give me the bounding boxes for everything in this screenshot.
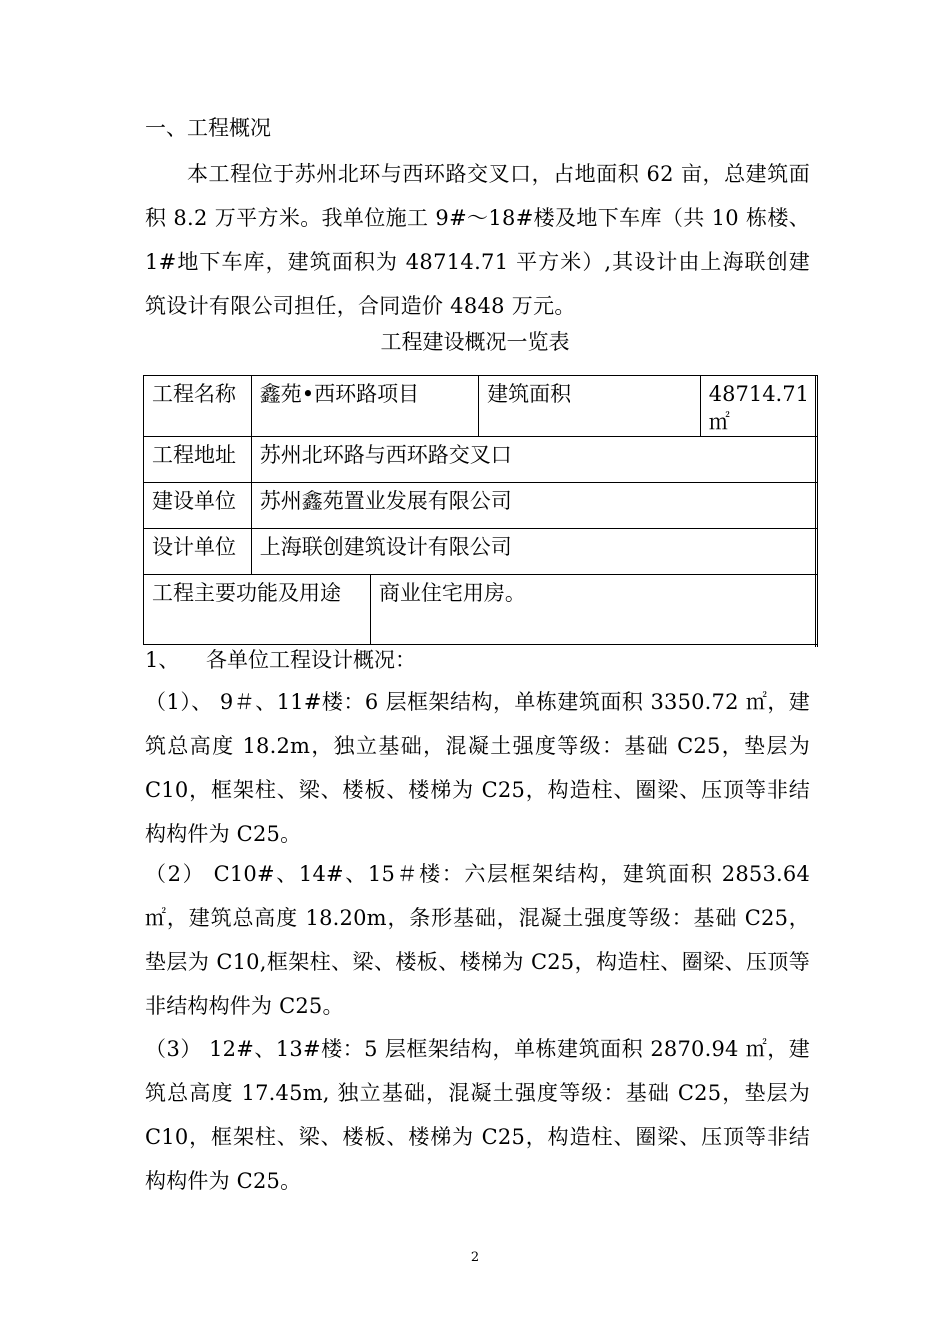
cell-project-address-label: 工程地址 (144, 437, 252, 483)
building-area-label: 建筑面积 (487, 382, 572, 406)
intro-paragraph: 本工程位于苏州北环与西环路交叉口，占地面积 62 亩，总建筑面积 8.2 万平方米。我单位施工 9#～18#楼及地下车库（共 10 栋楼、1#地下车库，建筑面积为 48714.71 平方米）,其设计由上海联创建筑设计有限公司担任，合同造价 4848 万元。 (145, 162, 810, 318)
table-row (144, 437, 818, 483)
unit-paragraph-3: （3） 12#、13#楼：5 层框架结构，单栋建筑面积 2870.94 ㎡，建筑总高度 17.45m, 独立基础，混凝土强度等级：基础 C25，垫层为 C10，框架柱、梁、楼板、楼梯为 C25，构造柱、圈梁、压顶等非结构构件为 C25。 (145, 1037, 810, 1193)
project-overview-table (143, 375, 818, 645)
cell-building-area-label (479, 376, 701, 437)
cell-designer-value: 上海联创建筑设计有限公司 (251, 529, 817, 575)
cell-building-area-value: 48714.71 ㎡ (700, 376, 817, 437)
subsection-title: 1、 各单位工程设计概况： (145, 648, 417, 672)
table-row (144, 529, 818, 575)
unit-paragraph-1: （1）、 9＃、11#楼：6 层框架结构，单栋建筑面积 3350.72 ㎡，建筑总高度 18.2m，独立基础，混凝土强度等级：基础 C25，垫层为 C10，框架柱、梁、楼板、楼梯为 C25，构造柱、圈梁、压顶等非结构构件为 C25。 (145, 690, 810, 846)
cell-project-address-value: 苏州北环路与西环路交叉口 (251, 437, 817, 483)
table-row (144, 376, 818, 437)
cell-designer-label: 设计单位 (144, 529, 252, 575)
cell-developer-value: 苏州鑫苑置业发展有限公司 (251, 483, 817, 529)
table-row (144, 483, 818, 529)
unit-paragraph-2: （2） C10#、14#、15＃楼：六层框架结构，建筑面积 2853.64 ㎡，建筑总高度 18.20m，条形基础，混凝土强度等级：基础 C25，垫层为 C10,框架柱、梁、楼板、楼梯为 C25，构造柱、圈梁、压顶等非结构构件为 C25。 (145, 862, 810, 1018)
page-number: 2 (470, 1250, 480, 1265)
cell-function-label: 工程主要功能及用途 (144, 575, 371, 645)
cell-function-value: 商业住宅用房。 (370, 575, 817, 645)
cell-project-name-value: 鑫苑•西环路项目 (251, 376, 478, 437)
cell-developer-label: 建设单位 (144, 483, 252, 529)
table-row (144, 575, 818, 645)
section-heading: 一、工程概况 (145, 116, 271, 140)
table-double-border (815, 375, 818, 647)
table-title: 工程建设概况一览表 (380, 330, 570, 354)
cell-project-name-label: 工程名称 (144, 376, 252, 437)
